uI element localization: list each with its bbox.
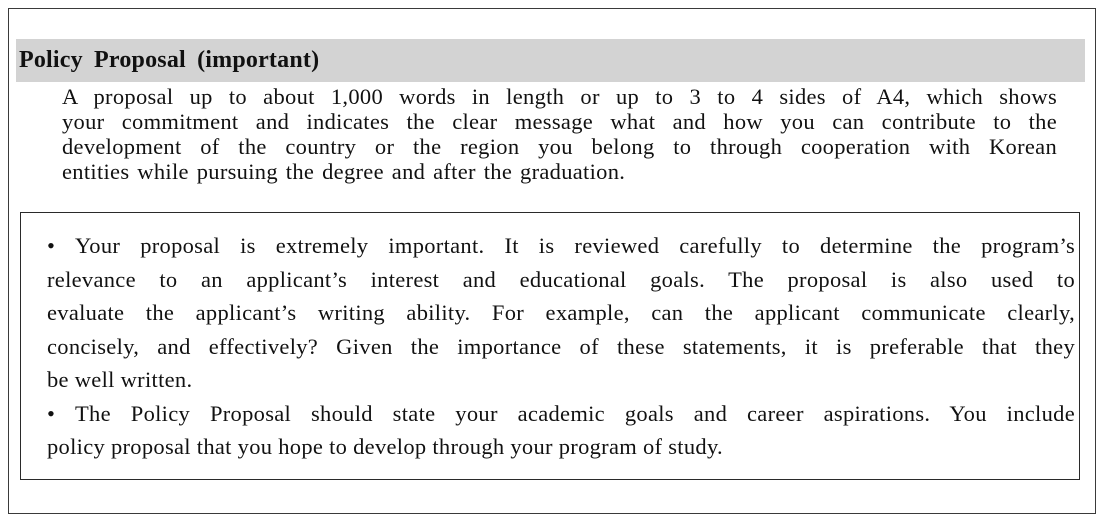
note-line-text: Your proposal is extremely important. It is reviewed carefully to determine the program’s <box>75 233 1075 258</box>
bullet-icon: • <box>47 400 56 426</box>
notes-box <box>20 212 1080 480</box>
note-line: concisely, and effectively? Given the importance of these statements, it is preferable that they <box>47 333 1075 359</box>
intro-line: development of the country or the region you belong to through cooperation with Korean <box>62 134 1057 159</box>
intro-line: entities while pursuing the degree and after the graduation. <box>62 159 626 184</box>
note-line <box>47 229 1075 263</box>
note-line: relevance to an applicant’s interest and educational goals. The proposal is also used to <box>47 266 1075 292</box>
note-line: policy proposal that you hope to develop through your program of study. <box>47 434 723 459</box>
intro-line: A proposal up to about 1,000 words in length or up to 3 to 4 sides of A4, which shows <box>62 84 1057 109</box>
note-line: evaluate the applicant’s writing ability. For example, can the applicant communicate clearly, <box>47 300 1075 325</box>
note-line: be well written. <box>47 367 193 392</box>
note-line-text: The Policy Proposal should state your academic goals and career aspirations. You include <box>75 400 1075 426</box>
notes-list <box>47 229 1075 464</box>
section-heading: Policy Proposal (important) <box>16 39 1085 82</box>
note-line <box>47 397 1075 431</box>
intro-paragraph <box>62 84 1057 184</box>
intro-line: your commitment and indicates the clear message what and how you can contribute to the <box>62 109 1057 134</box>
bullet-icon: • <box>47 233 56 258</box>
